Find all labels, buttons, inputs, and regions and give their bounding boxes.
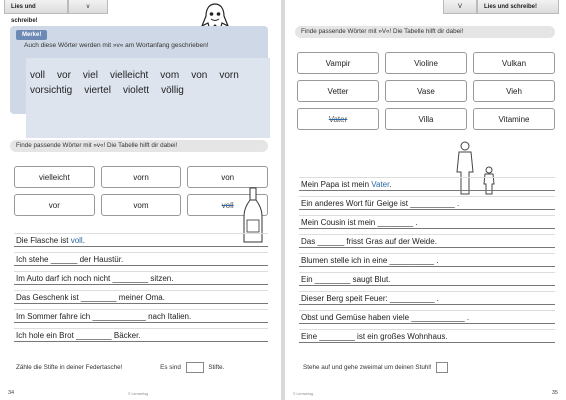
merke-word: von — [191, 70, 208, 81]
left-instruction: Finde passende Wörter mit »v«! Die Tabelle hilft dir dabei! — [10, 140, 268, 152]
sentence-line: Mein Papa ist mein Vater. — [299, 172, 555, 191]
word-box: Vampir — [297, 52, 379, 74]
merke-word: völlig — [161, 85, 184, 96]
sentence-line: Eine ________ ist ein großes Wohnhaus. — [299, 324, 555, 343]
merke-text: Auch diese Wörter werden mit »v« am Wortanfang geschrieben! — [24, 42, 209, 49]
word-box-crossed: voll — [187, 194, 268, 216]
merke-word: vor — [57, 70, 71, 81]
sentence-line: Im Auto darf ich noch nicht ________ sitzen. — [14, 266, 268, 285]
left-header-title: Lies und schreibe! — [4, 0, 68, 14]
right-header-title: Lies und schreibe! — [477, 0, 559, 14]
word-box: Vulkan — [473, 52, 555, 74]
merke-word: vielleicht — [109, 70, 149, 81]
right-instruction: Finde passende Wörter mit »V«! Die Tabelle hilft dir dabei! — [295, 26, 555, 38]
sentence-line: Ein anderes Wort für Geige ist __________ . — [299, 191, 555, 210]
sentence-line: Dieser Berg speit Feuer: __________ . — [299, 286, 555, 305]
right-footer-task: Stehe auf und gehe zweimal um deinen Stuhl! — [303, 362, 451, 373]
sentence-line: Die Flasche ist voll. — [14, 228, 268, 247]
left-page-number: 34 — [8, 390, 15, 396]
filled-answer: Vater — [371, 180, 390, 189]
left-word-table — [14, 166, 268, 216]
word-box: Vieh — [473, 80, 555, 102]
word-box: Violine — [385, 52, 467, 74]
right-page-number: 35 — [551, 390, 558, 396]
merke-word-row-2 — [30, 85, 239, 96]
right-copyright: © Lernverlag — [293, 392, 314, 396]
word-box: von — [187, 166, 268, 188]
right-word-table — [297, 52, 555, 130]
word-box: Vase — [385, 80, 467, 102]
word-box: vielleicht — [14, 166, 95, 188]
merke-box — [10, 26, 268, 114]
sentence-line: Im Sommer fahre ich ____________ nach Italien. — [14, 304, 268, 323]
left-footer-task: Zähle die Stifte in deiner Federtasche! Es sind Stifte. — [16, 362, 224, 373]
sentence-line: Mein Cousin ist mein ________ . — [299, 210, 555, 229]
word-box: vorn — [101, 166, 182, 188]
answer-box[interactable] — [186, 362, 204, 373]
left-sentence-lines — [14, 228, 268, 342]
merke-word: vorsichtig — [30, 85, 73, 96]
merke-word: vom — [160, 70, 180, 81]
sentence-line: Ein ________ saugt Blut. — [299, 267, 555, 286]
sentence-line: Ich hole ein Brot ________ Bäcker. — [14, 323, 268, 342]
right-header-letter: V — [443, 0, 477, 14]
word-box: Vetter — [297, 80, 379, 102]
sentence-line: Das Geschenk ist ________ meiner Oma. — [14, 285, 268, 304]
merke-word: voll — [30, 70, 46, 81]
word-box-crossed: Vater — [297, 108, 379, 130]
word-box: vom — [101, 194, 182, 216]
sentence-line: Obst und Gemüse haben viele ____________ . — [299, 305, 555, 324]
word-box: vor — [14, 194, 95, 216]
merke-label: Merke! — [16, 30, 47, 40]
sentence-line: Das ______ frisst Gras auf der Weide. — [299, 229, 555, 248]
merke-word-list — [30, 70, 239, 100]
merke-word: viel — [82, 70, 98, 81]
right-sentence-lines — [299, 172, 555, 343]
left-page — [0, 0, 281, 400]
word-box: Villa — [385, 108, 467, 130]
sentence-line: Ich stehe ______ der Haustür. — [14, 247, 268, 266]
answer-box[interactable] — [436, 362, 448, 373]
merke-word: viertel — [84, 85, 111, 96]
merke-word: vorn — [219, 70, 239, 81]
merke-word-row-1 — [30, 70, 239, 81]
right-page — [285, 0, 566, 400]
sentence-line: Blumen stelle ich in eine __________ . — [299, 248, 555, 267]
filled-answer: voll — [70, 236, 83, 245]
left-header-letter: v — [68, 0, 108, 14]
left-copyright: © Lernverlag — [128, 392, 149, 396]
merke-word: violett — [122, 85, 150, 96]
word-box: Vitamine — [473, 108, 555, 130]
